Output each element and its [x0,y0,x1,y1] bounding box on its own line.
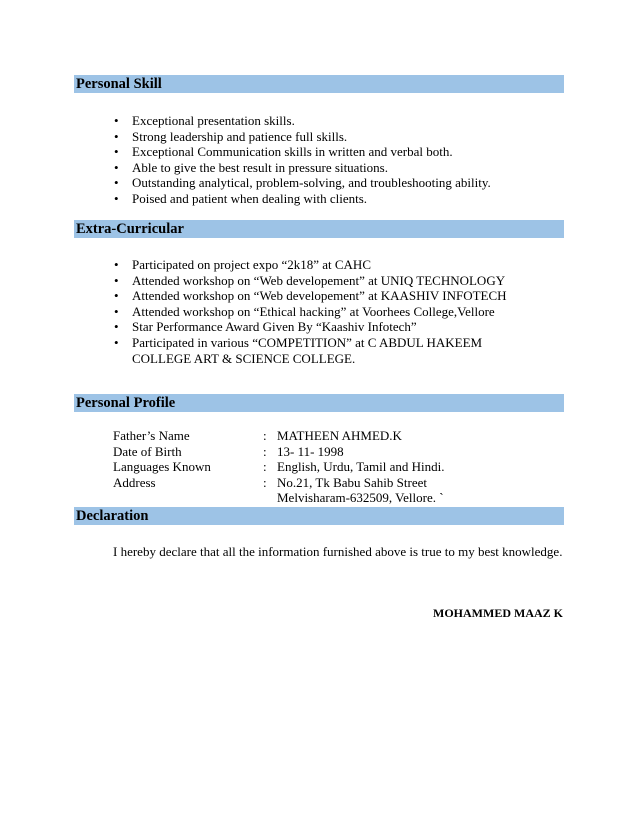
profile-label: Father’s Name [113,428,190,443]
list-item: • Attended workshop on “Ethical hacking” at Voorhees College,Vellore [112,304,542,320]
list-item: • Exceptional presentation skills. [112,113,542,129]
profile-colon: : [263,459,267,475]
personal-skill-list [112,113,542,207]
section-header-extra-curricular: Extra-Curricular [74,220,564,238]
profile-row-date-of-birth [113,444,553,460]
profile-colon: : [263,428,267,443]
profile-row-languages-known [113,459,553,475]
profile-label: Date of Birth [113,443,182,459]
list-item: • Participated on project expo “2k18” at CAHC [112,257,542,273]
profile-label: Languages Known [113,459,211,475]
list-item: • Able to give the best result in pressure situations. [112,160,542,176]
extra-curricular-list [112,257,542,366]
list-item: • Attended workshop on “Web developement” at KAASHIV INFOTECH [112,288,542,304]
section-header-personal-profile: Personal Profile [74,394,564,412]
profile-value: 13- 11- 1998 [277,443,344,459]
section-header-declaration: Declaration [74,507,564,525]
declaration-text: I hereby declare that all the information furnished above is true to my best knowledge. [113,544,563,559]
list-item: • Attended workshop on “Web developement” at UNIQ TECHNOLOGY [112,273,542,289]
section-header-personal-skill: Personal Skill [74,75,564,93]
profile-value: MATHEEN AHMED.K [277,428,402,443]
list-item: • Participated in various “COMPETITION” at C ABDUL HAKEEM COLLEGE ART & SCIENCE COLLEGE. [112,335,512,366]
list-item: • Exceptional Communication skills in written and verbal both. [112,144,542,160]
profile-row-fathers-name [113,428,553,444]
list-item: • Strong leadership and patience full skills. [112,129,542,145]
profile-label: Address [113,474,156,490]
profile-colon: : [263,443,267,459]
personal-profile-table [113,428,553,506]
profile-value: English, Urdu, Tamil and Hindi. [277,459,445,475]
list-item: • Poised and patient when dealing with clients. [112,191,542,207]
profile-value: No.21, Tk Babu Sahib Street [277,474,427,490]
profile-colon: : [263,474,267,490]
list-item: • Outstanding analytical, problem-solving, and troubleshooting ability. [112,175,542,191]
signature-name: MOHAMMED MAAZ K [433,606,563,620]
profile-row-address [113,475,553,491]
profile-row-address-line2 [113,490,553,506]
list-item: • Star Performance Award Given By “Kaashiv Infotech” [112,319,542,335]
profile-value: Melvisharam-632509, Vellore. ` [277,490,444,506]
